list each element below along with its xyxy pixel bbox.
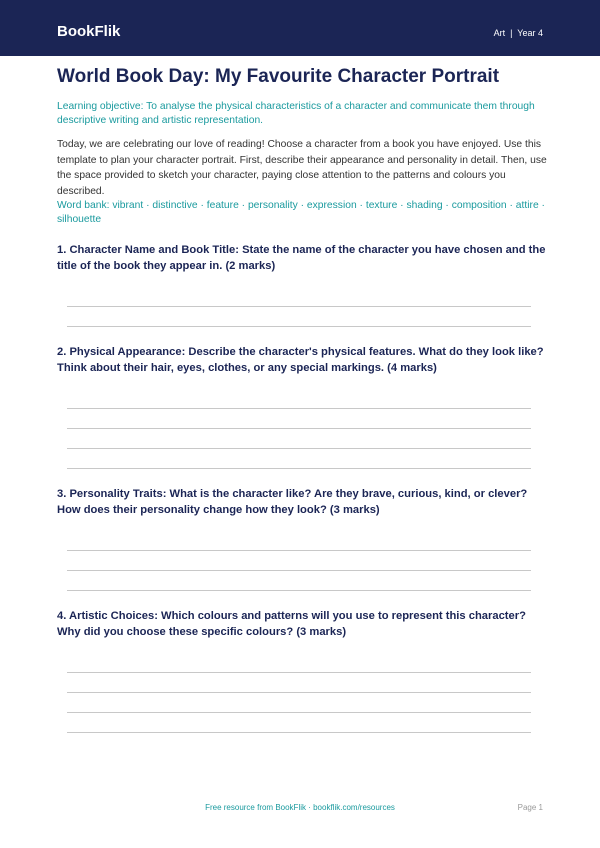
- question-4: 4. Artistic Choices: Which colours and patterns will you use to represent this character? Why did you choose these specific colours? (3 marks): [57, 610, 526, 638]
- intro-paragraph: Today, we are celebrating our love of reading! Choose a character from a book you have enjoyed. Use this template to plan your character portrait. First, describe their appearance and personality in detail. Then, use the space provided to sketch your character, paying close attention to the patterns and colours you described.: [57, 139, 547, 197]
- answer-line[interactable]: [67, 306, 531, 307]
- learning-objective: Learning objective: To analyse the physical characteristics of a character and communicate them through descriptive writing and artistic representation.: [57, 101, 535, 126]
- page-title: World Book Day: My Favourite Character Portrait: [57, 66, 500, 87]
- answer-line[interactable]: [67, 468, 531, 469]
- answer-line[interactable]: [67, 672, 531, 673]
- answer-line[interactable]: [67, 732, 531, 733]
- brand-logo: BookFlik: [57, 23, 121, 40]
- answer-line[interactable]: [67, 570, 531, 571]
- footer-credit: Free resource from BookFlik · bookflik.com/resources: [205, 803, 395, 812]
- header-bar: [0, 0, 600, 56]
- answer-line[interactable]: [67, 428, 531, 429]
- answer-line[interactable]: [67, 326, 531, 327]
- question-1: 1. Character Name and Book Title: State the name of the character you have chosen and the title of the book they appear in. (2 marks): [57, 244, 546, 272]
- answer-line[interactable]: [67, 712, 531, 713]
- answer-line[interactable]: [67, 550, 531, 551]
- answer-line[interactable]: [67, 692, 531, 693]
- answer-line[interactable]: [67, 408, 531, 409]
- answer-line[interactable]: [67, 448, 531, 449]
- question-2: 2. Physical Appearance: Describe the character's physical features. What do they look like? Think about their hair, eyes, clothes, or any special markings. (4 marks): [57, 346, 544, 374]
- question-3: 3. Personality Traits: What is the character like? Are they brave, curious, kind, or clever? How does their personality change how they look? (3 marks): [57, 488, 528, 516]
- page-number: Page 1: [517, 803, 543, 812]
- word-bank: Word bank: vibrant · distinctive · feature · personality · expression · texture · shading · composition · attire · silhouette: [57, 200, 545, 225]
- subject-year: Art | Year 4: [493, 28, 543, 38]
- answer-line[interactable]: [67, 590, 531, 591]
